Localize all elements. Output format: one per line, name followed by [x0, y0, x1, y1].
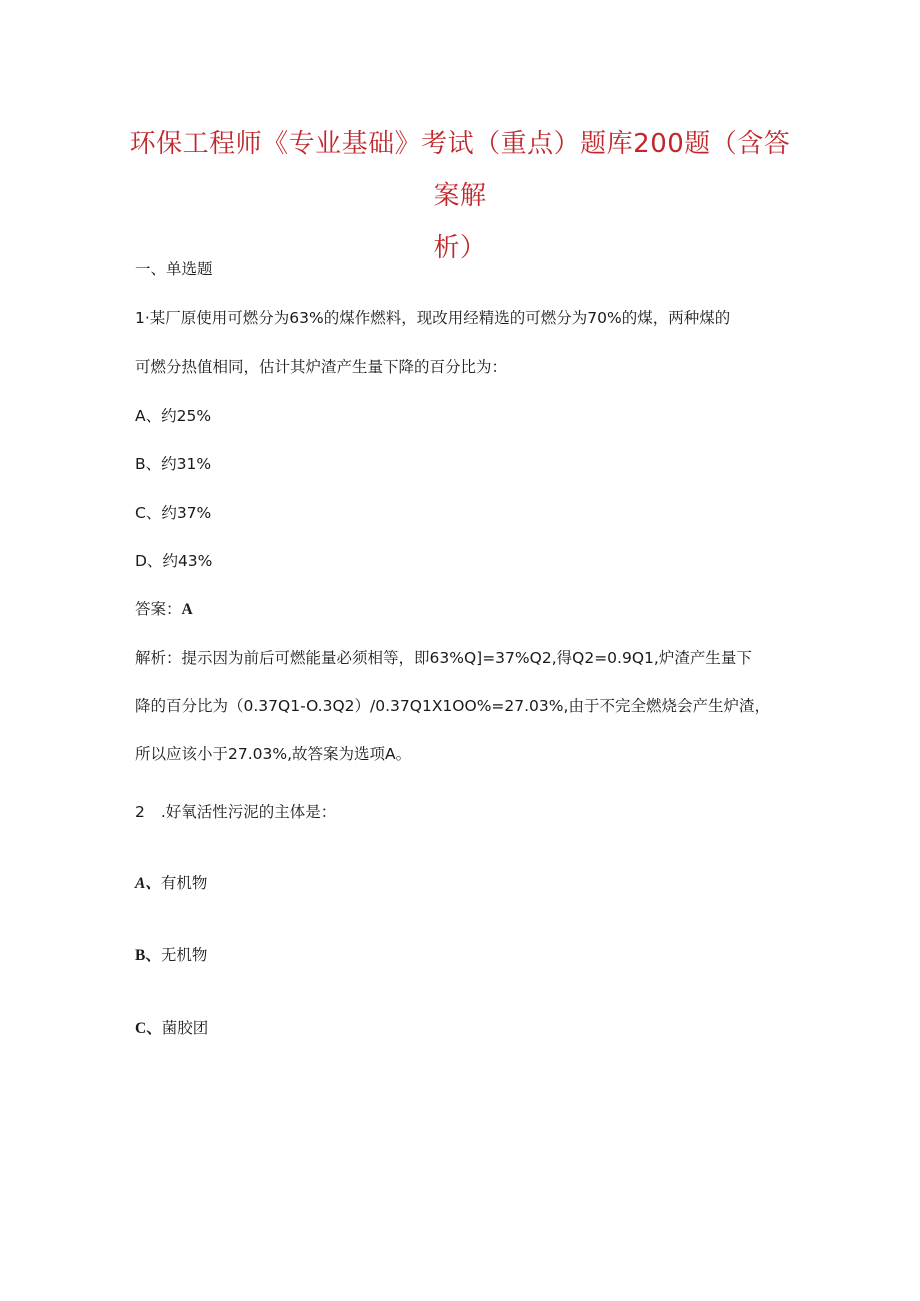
question-text: .好氧活性污泥的主体是：: [160, 803, 337, 821]
question-1-answer: [135, 599, 193, 620]
question-1-option-d: [135, 551, 212, 571]
question-1-analysis-line-2: 降的百分比为（0.37Q1-O.3Q2）/0.37Q1X1OO%=27.03%,由于不完全燃烧会产生炉渣，: [135, 697, 770, 715]
question-1-stem-line-2: 可燃分热值相同，估计其炉渣产生量下降的百分比为：: [135, 358, 508, 376]
option-label: B、: [135, 947, 161, 964]
answer-prefix: 答案：: [135, 600, 182, 618]
title-line-2: 析）: [433, 233, 487, 263]
question-1-analysis-line-1: 解析：提示因为前后可燃能量必须相等，即63%Q]=37%Q2,得Q2=0.9Q1,炉渣产生量下: [135, 649, 752, 667]
question-2-stem: [135, 802, 336, 822]
option-text: 有机物: [160, 874, 208, 892]
option-text: 约43%: [162, 552, 213, 570]
question-1-option-a: [135, 406, 211, 426]
question-2-option-c: [135, 1018, 208, 1039]
option-label: C、: [135, 1020, 162, 1037]
option-label: A、: [135, 875, 161, 892]
document-title: [120, 118, 800, 274]
question-1-option-c: [135, 503, 211, 523]
answer-value: A: [181, 601, 193, 618]
option-text: 无机物: [160, 946, 208, 964]
option-label: C、: [135, 504, 162, 522]
question-1-stem-line-1: 1·某厂原使用可燃分为63%的煤作燃料，现改用经精选的可燃分为70%的煤，两种煤的: [135, 309, 731, 327]
option-label: A、: [135, 407, 162, 425]
question-2-option-a: [135, 873, 207, 894]
option-text: 菌胶团: [161, 1019, 209, 1037]
question-1-option-b: [135, 454, 211, 474]
question-1-analysis-line-3: 所以应该小于27.03%,故答案为选项A。: [135, 745, 412, 763]
option-text: 约31%: [161, 455, 212, 473]
option-text: 约25%: [161, 407, 212, 425]
option-text: 约37%: [161, 504, 212, 522]
section-heading: 一、单选题: [135, 260, 213, 278]
option-label: D、: [135, 552, 163, 570]
title-line-1: 环保工程师《专业基础》考试（重点）题库200题（含答案解: [129, 129, 791, 211]
option-label: B、: [135, 455, 162, 473]
question-2-option-b: [135, 945, 207, 966]
question-number: 2: [135, 803, 145, 821]
